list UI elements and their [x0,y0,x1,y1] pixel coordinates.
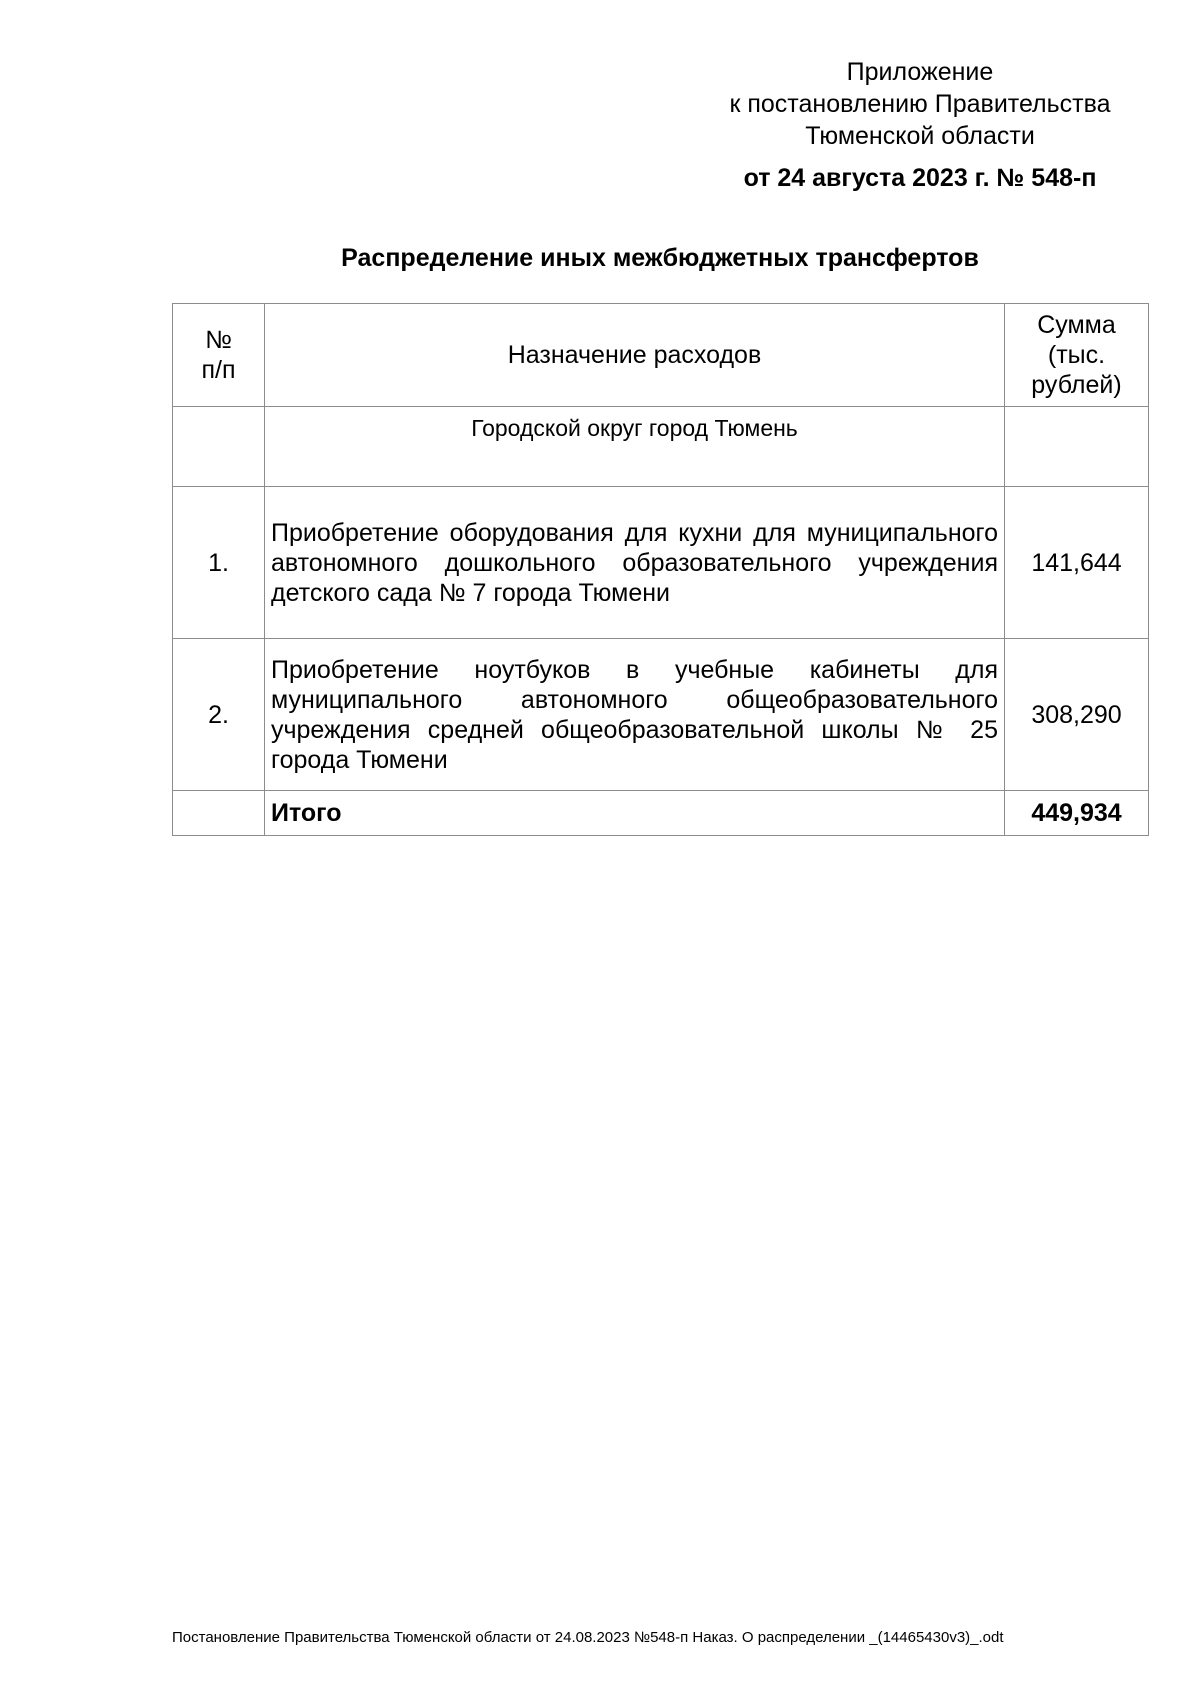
total-label: Итого [265,791,1005,836]
appendix-region: Тюменской области [805,122,1035,150]
row-purpose: Приобретение оборудования для кухни для муниципального автономного дошкольного образовательного учреждения детского сада № 7 города Тюмени [265,487,1005,639]
document-title: Распределение иных межбюджетных трансфертов [341,244,979,272]
distribution-table [172,303,1149,836]
group-number-cell [173,407,265,487]
appendix-label: Приложение [846,58,994,86]
row-sum: 141,644 [1005,487,1149,639]
group-sum-cell [1005,407,1149,487]
row-number: 2. [173,639,265,791]
header-number [173,304,265,407]
header-sum-line1: Сумма [1037,311,1116,339]
appendix-block [700,56,1140,194]
total-row [173,791,1149,836]
header-sum-line2: (тыс. [1047,341,1106,369]
header-purpose: Назначение расходов [265,304,1005,407]
row-purpose: Приобретение ноутбуков в учебные кабинеты для муниципального автономного общеобразовательного учреждения средней общеобразовательной школы № 25 города Тюмени [265,639,1005,791]
row-sum: 308,290 [1005,639,1149,791]
row-number: 1. [173,487,265,639]
header-sum [1005,304,1149,407]
group-title: Городской округ город Тюмень [265,407,1005,487]
appendix-reference: к постановлению Правительства [729,90,1111,118]
table-row [173,487,1149,639]
header-number-pp: п/п [201,356,236,384]
header-sum-line3: рублей) [1031,371,1122,399]
table-row [173,639,1149,791]
table-header-row [173,304,1149,407]
group-row [173,407,1149,487]
decree-number: от 24 августа 2023 г. № 548-п [743,164,1097,192]
total-sum: 449,934 [1005,791,1149,836]
total-number-cell [173,791,265,836]
header-number-symbol: № [205,326,232,354]
page-footer: Постановление Правительства Тюменской области от 24.08.2023 №548-п Наказ. О распределении _(14465430v3)_.odt [172,1629,1004,1646]
